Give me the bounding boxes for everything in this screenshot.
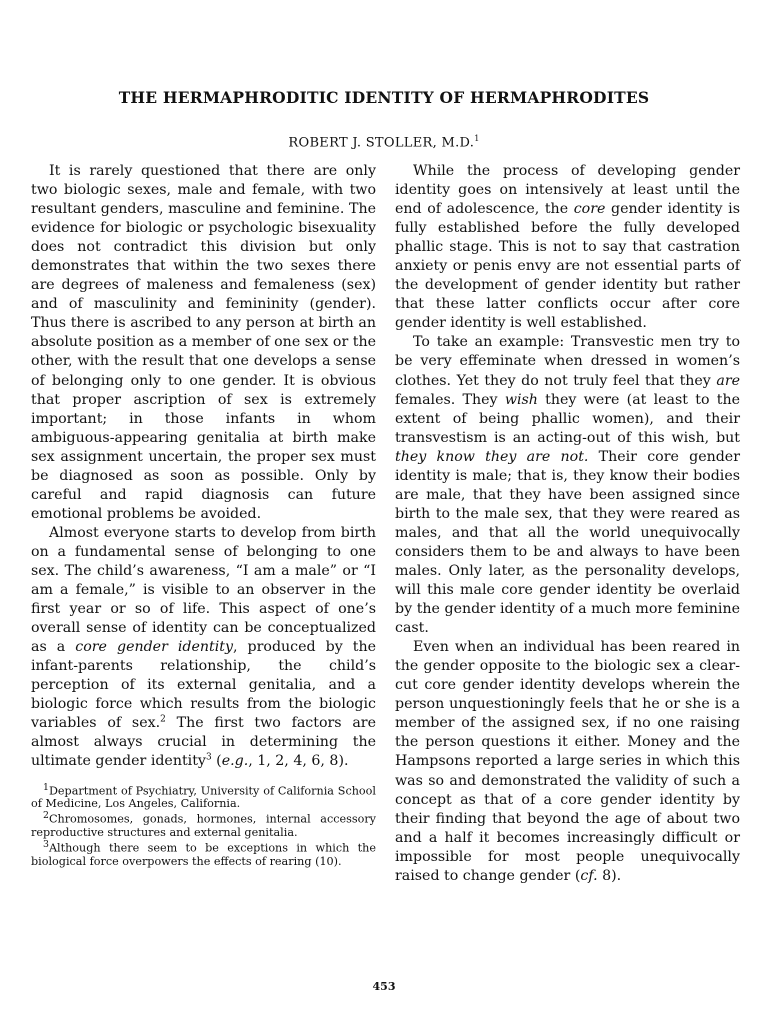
paragraph: [31, 524, 376, 772]
text-run: , produced by the infant-parents relationship, the child’s perception of its external genitalia, and a biologic force which results from the biologic variables of sex.: [31, 639, 377, 732]
text-run: they were (at least to the extent of being phallic women), and their transvestism is an acting-out of this wish, but: [395, 391, 740, 446]
footnote-ref: 2: [160, 714, 166, 725]
italic-term: wish: [504, 391, 538, 408]
text-run: It is rarely questioned that there are only two biologic sexes, male and female, with two resultant genders, masculine and feminine. The evidence for biologic or psychologic bisexuality does not contradict this division but only demonstrates that within the two sexes there are degrees of maleness and femaleness (sex) and of masculinity and femininity (gender). Thus there is ascribed to any person at birth an absolute position as a member of one sex or the other, with the result that one develops a sense of belonging only to one gender. It is obvious that proper ascription of sex is extremely important; in those infants in whom ambiguous-appearing genitalia at birth make sex assignment uncertain, the proper sex must be diagnosed as soon as possible. Only by careful and rapid diagnosis can future emotional problems be avoided.: [31, 163, 376, 522]
footnote-text: Although there seem to be exceptions in which the biological force overpowers the effects of rearing (10).: [31, 842, 376, 868]
footnote: [31, 782, 376, 811]
footnote-mark: 3: [43, 839, 49, 851]
text-run: (: [211, 753, 222, 770]
text-run: females. They: [395, 391, 505, 408]
italic-term: cf.: [580, 867, 598, 884]
footnote: [31, 839, 376, 868]
article-title: THE HERMAPHRODITIC IDENTITY OF HERMAPHRODITES: [118, 88, 650, 107]
italic-term: they know they are not.: [395, 448, 589, 465]
footnote: [31, 810, 376, 839]
right-column: [395, 162, 740, 886]
footnotes: [31, 782, 376, 869]
footnote-text: Department of Psychiatry, University of California School of Medicine, Los Angeles, California.: [31, 784, 376, 810]
text-run: Almost everyone starts to develop from birth on a fundamental sense of belonging to one sex. The child’s awareness, “I am a male” or “I am a female,” is visible to an observer in the first year or so of life. This aspect of one’s overall sense of identity can be conceptualized as a: [31, 524, 376, 656]
footnote-mark: 1: [43, 781, 49, 793]
text-run: The first two factors are almost always crucial in determining the ultimate gender identity: [31, 715, 376, 770]
text-run: gender identity is fully established before the fully developed phallic stage. This is not to say that castration anxiety or penis envy are not essential parts of the development of gender identity but rather that these latter conflicts occur after core gender identity is well established.: [395, 201, 740, 332]
text-run: Their core gender identity is male; that is, they know their bodies are male, that they have been assigned since birth to the male sex, that they were reared as males, and that all the world unequivocally considers them to be and always to have been males. Only later, as the personality develops, will this male core gender identity be overlaid by the gender identity of a much more feminine cast.: [395, 448, 740, 637]
footnote-text: Chromosomes, gonads, hormones, internal accessory reproductive structures and external genitalia.: [31, 813, 376, 839]
paragraph: [31, 162, 376, 524]
italic-term: core: [573, 201, 606, 218]
left-column: [31, 162, 376, 868]
italic-term: e.g.: [221, 753, 249, 770]
page-number: 453: [372, 980, 396, 993]
paragraph: [395, 638, 740, 886]
author-name: ROBERT J. STOLLER, M.D.: [288, 135, 475, 151]
author-footnote-mark: 1: [474, 134, 480, 143]
footnote-mark: 2: [43, 810, 49, 822]
paragraph: [395, 162, 740, 333]
text-run: While the process of developing gender identity goes on intensively at least until the end of adolescence, the: [395, 163, 740, 218]
text-run: , 1, 2, 4, 6, 8).: [248, 753, 349, 770]
text-run: Even when an individual has been reared in the gender opposite to the biologic sex a clear-cut core gender identity develops wherein the person unquestioningly feels that he or she is a member of the assigned sex, if no one raising the person questions it either. Money and the Hampsons reported a large series in which this was so and demonstrated the validity of such a concept as that of a core gender identity by their finding that beyond the age of about two and a half it becomes increasingly difficult or impossible for most people unequivocally raised to change gender (: [395, 639, 740, 884]
footnote-ref: 3: [205, 752, 212, 763]
italic-term: are: [716, 372, 740, 389]
italic-term: core gender identity: [75, 639, 234, 656]
author-line: [0, 134, 768, 150]
text-run: 8).: [597, 867, 622, 884]
paragraph: [395, 333, 740, 638]
text-run: To take an example: Transvestic men try to be very effeminate when dressed in women’s clothes. Yet they do not truly feel that they: [395, 334, 740, 389]
